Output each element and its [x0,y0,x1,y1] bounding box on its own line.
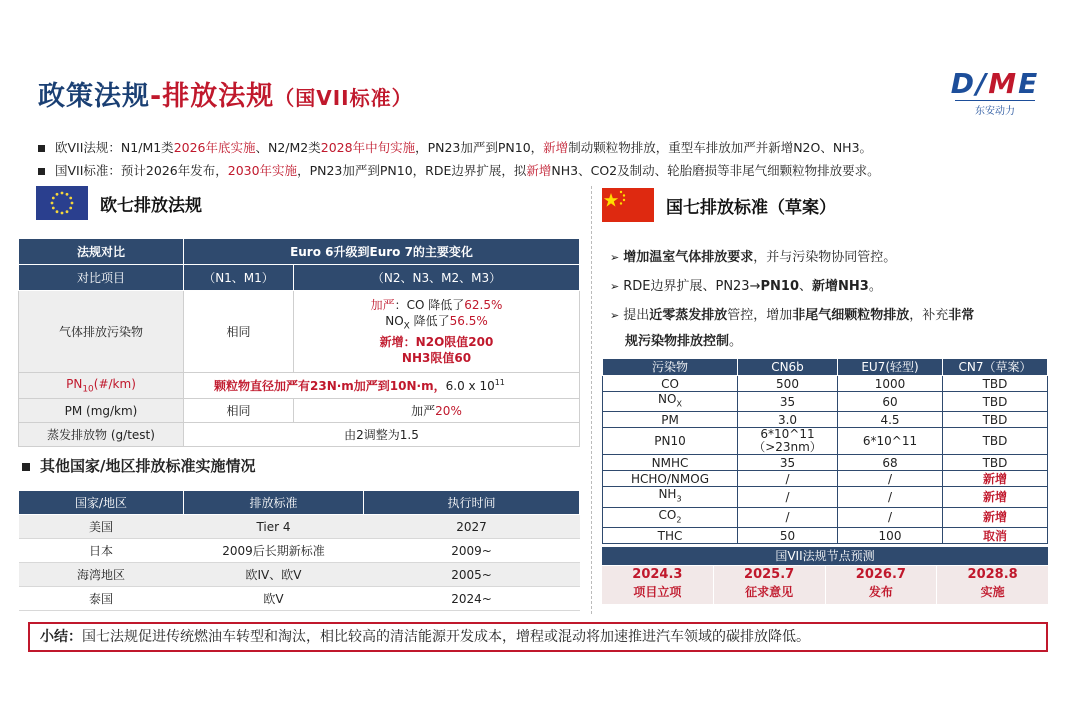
title-separator: - [150,81,163,112]
table-row: $NO_X$ 35 60 TBD [603,392,1048,412]
cn7-pollutant-table [602,358,1048,544]
table-header: 执行时间 [364,491,580,515]
eu7-comparison-table [18,238,580,447]
summary-label: 小结： [40,629,82,645]
table-header: 法规对比 [19,239,184,265]
china-flag-icon [602,188,654,222]
bullet-text: ，PN23加严到PN10， [415,140,544,155]
cn-bullet-2: ➢ RDE边界扩展、PN23→PN10、新增NH3。 [610,279,882,294]
table-header: 对比项目 [19,265,184,291]
table-row: $CO_2$ / / 新增 [603,507,1048,527]
company-logo: D/ME 东安动力 [950,67,1040,117]
table-row: NMHC 35 68 TBD [603,455,1048,471]
cn-bullet-3: ➢ 提出近零蒸发排放管控，增加非尾气细颗粒物排放，补充非常 [610,308,975,323]
cn-bullet-1: ➢ 增加温室气体排放要求，并与污染物协同管控。 [610,250,897,265]
column-divider [591,186,592,614]
eu-section-title: 欧七排放法规 [100,196,202,216]
table-row: PN10 6*10^11 （>23nm） 6*10^11 TBD [603,428,1048,455]
arrow-icon: ➢ [610,280,620,293]
table-row: 海湾地区 欧IV、欧V 2005~ [19,563,580,587]
table-row: $NH_3$ / / 新增 [603,487,1048,507]
summary-text: 国七法规促进传统燃油车转型和淘汰，相比较高的清洁能源开发成本，增程或混动将加速推进汽车领域的碳排放降低。 [82,629,810,645]
table-row: CO 500 1000 TBD [603,376,1048,392]
summary-box [28,622,1048,652]
cn-bullet-3-cont: 规污染物排放控制。 [625,334,743,349]
table-header: CN7（草案） [943,359,1048,376]
table-row: $PN_{10}(\#/km)$ 颗粒物直径加严有23N·m加严到10N·m，6.0 x $10^{11}$ [19,373,580,399]
table-row: THC 50 100 取消 [603,528,1048,544]
timeline-item: 2028.8 实施 [967,567,1018,599]
bullet-text: 国VII标准：预计2026年发布， [55,163,228,178]
table-header: Euro 6升级到Euro 7的主要变化 [184,239,580,265]
table-header: 排放标准 [184,491,364,515]
timeline-item: 2025.7 征求意见 [714,566,826,604]
timeline [602,566,1048,604]
bullet-square-icon [38,145,45,152]
page-title [38,74,413,113]
table-row: PM 3.0 4.5 TBD [603,412,1048,428]
title-part-emission: 排放法规 [162,81,275,112]
bullet-text: NH3、CO2及制动、轮胎磨损等非尾气细颗粒物排放要求。 [551,163,880,178]
table-header: CN6b [738,359,838,376]
other-countries-table [18,490,580,611]
bullet-text: 2028年中旬实施 [320,140,416,155]
arrow-icon: ➢ [610,251,620,264]
bullet-text: 制动颗粒物排放，重型车排放加严并新增N2O、NH3。 [568,140,873,155]
bullet-text: 2026年底实施 [173,140,256,155]
table-row: 日本 2009后长期新标准 2009~ [19,539,580,563]
bullet-text: 、N2/M2类 [255,140,321,155]
bullet-square-icon [38,168,45,175]
arrow-icon: ➢ [610,309,620,322]
timeline-item: 2026.7 发布 [826,566,938,604]
table-header: 污染物 [603,359,738,376]
cn-section-title: 国七排放标准（草案） [666,198,836,218]
other-countries-title: 其他国家/地区排放标准实施情况 [22,455,255,476]
bullet-square-icon [22,463,30,471]
timeline-item: 2024.3 项目立项 [602,566,714,604]
bullet-text: 新增 [526,163,552,178]
logo-subtitle: 东安动力 [955,100,1035,117]
table-row: PM (mg/km) 相同 加严20% [19,399,580,423]
table-header: 国家/地区 [19,491,184,515]
timeline-title: 国VII法规节点预测 [602,547,1048,565]
table-row: 泰国 欧V 2024~ [19,587,580,611]
bullet-text: ，PN23加严到PN10，RDE边界扩展，拟 [297,163,527,178]
title-paren: （国VII标准） [274,86,413,110]
bullet-text: 新增 [543,140,569,155]
eu-flag-icon [36,186,88,220]
table-header: （N1、M1） [184,265,294,291]
bullet-text: 2030年实施 [227,163,298,178]
title-part-policy: 政策法规 [38,81,150,112]
bullet-eu7 [38,138,872,156]
table-header: （N2、N3、M2、M3） [294,265,580,291]
table-row: 蒸发排放物 (g/test) 由2调整为1.5 [19,423,580,447]
table-header: EU7(轻型) [838,359,943,376]
table-row: 气体排放污染物 相同 加严：CO 降低了62.5% $NO_X$ 降低了56.5% 新增：N2O限值200 NH3限值60 [19,291,580,373]
bullet-text: 欧VII法规：N1/M1类 [55,140,174,155]
table-row: 美国 Tier 4 2027 [19,515,580,539]
bullet-cn7 [38,161,880,179]
table-row: HCHO/NMOG / / 新增 [603,471,1048,487]
